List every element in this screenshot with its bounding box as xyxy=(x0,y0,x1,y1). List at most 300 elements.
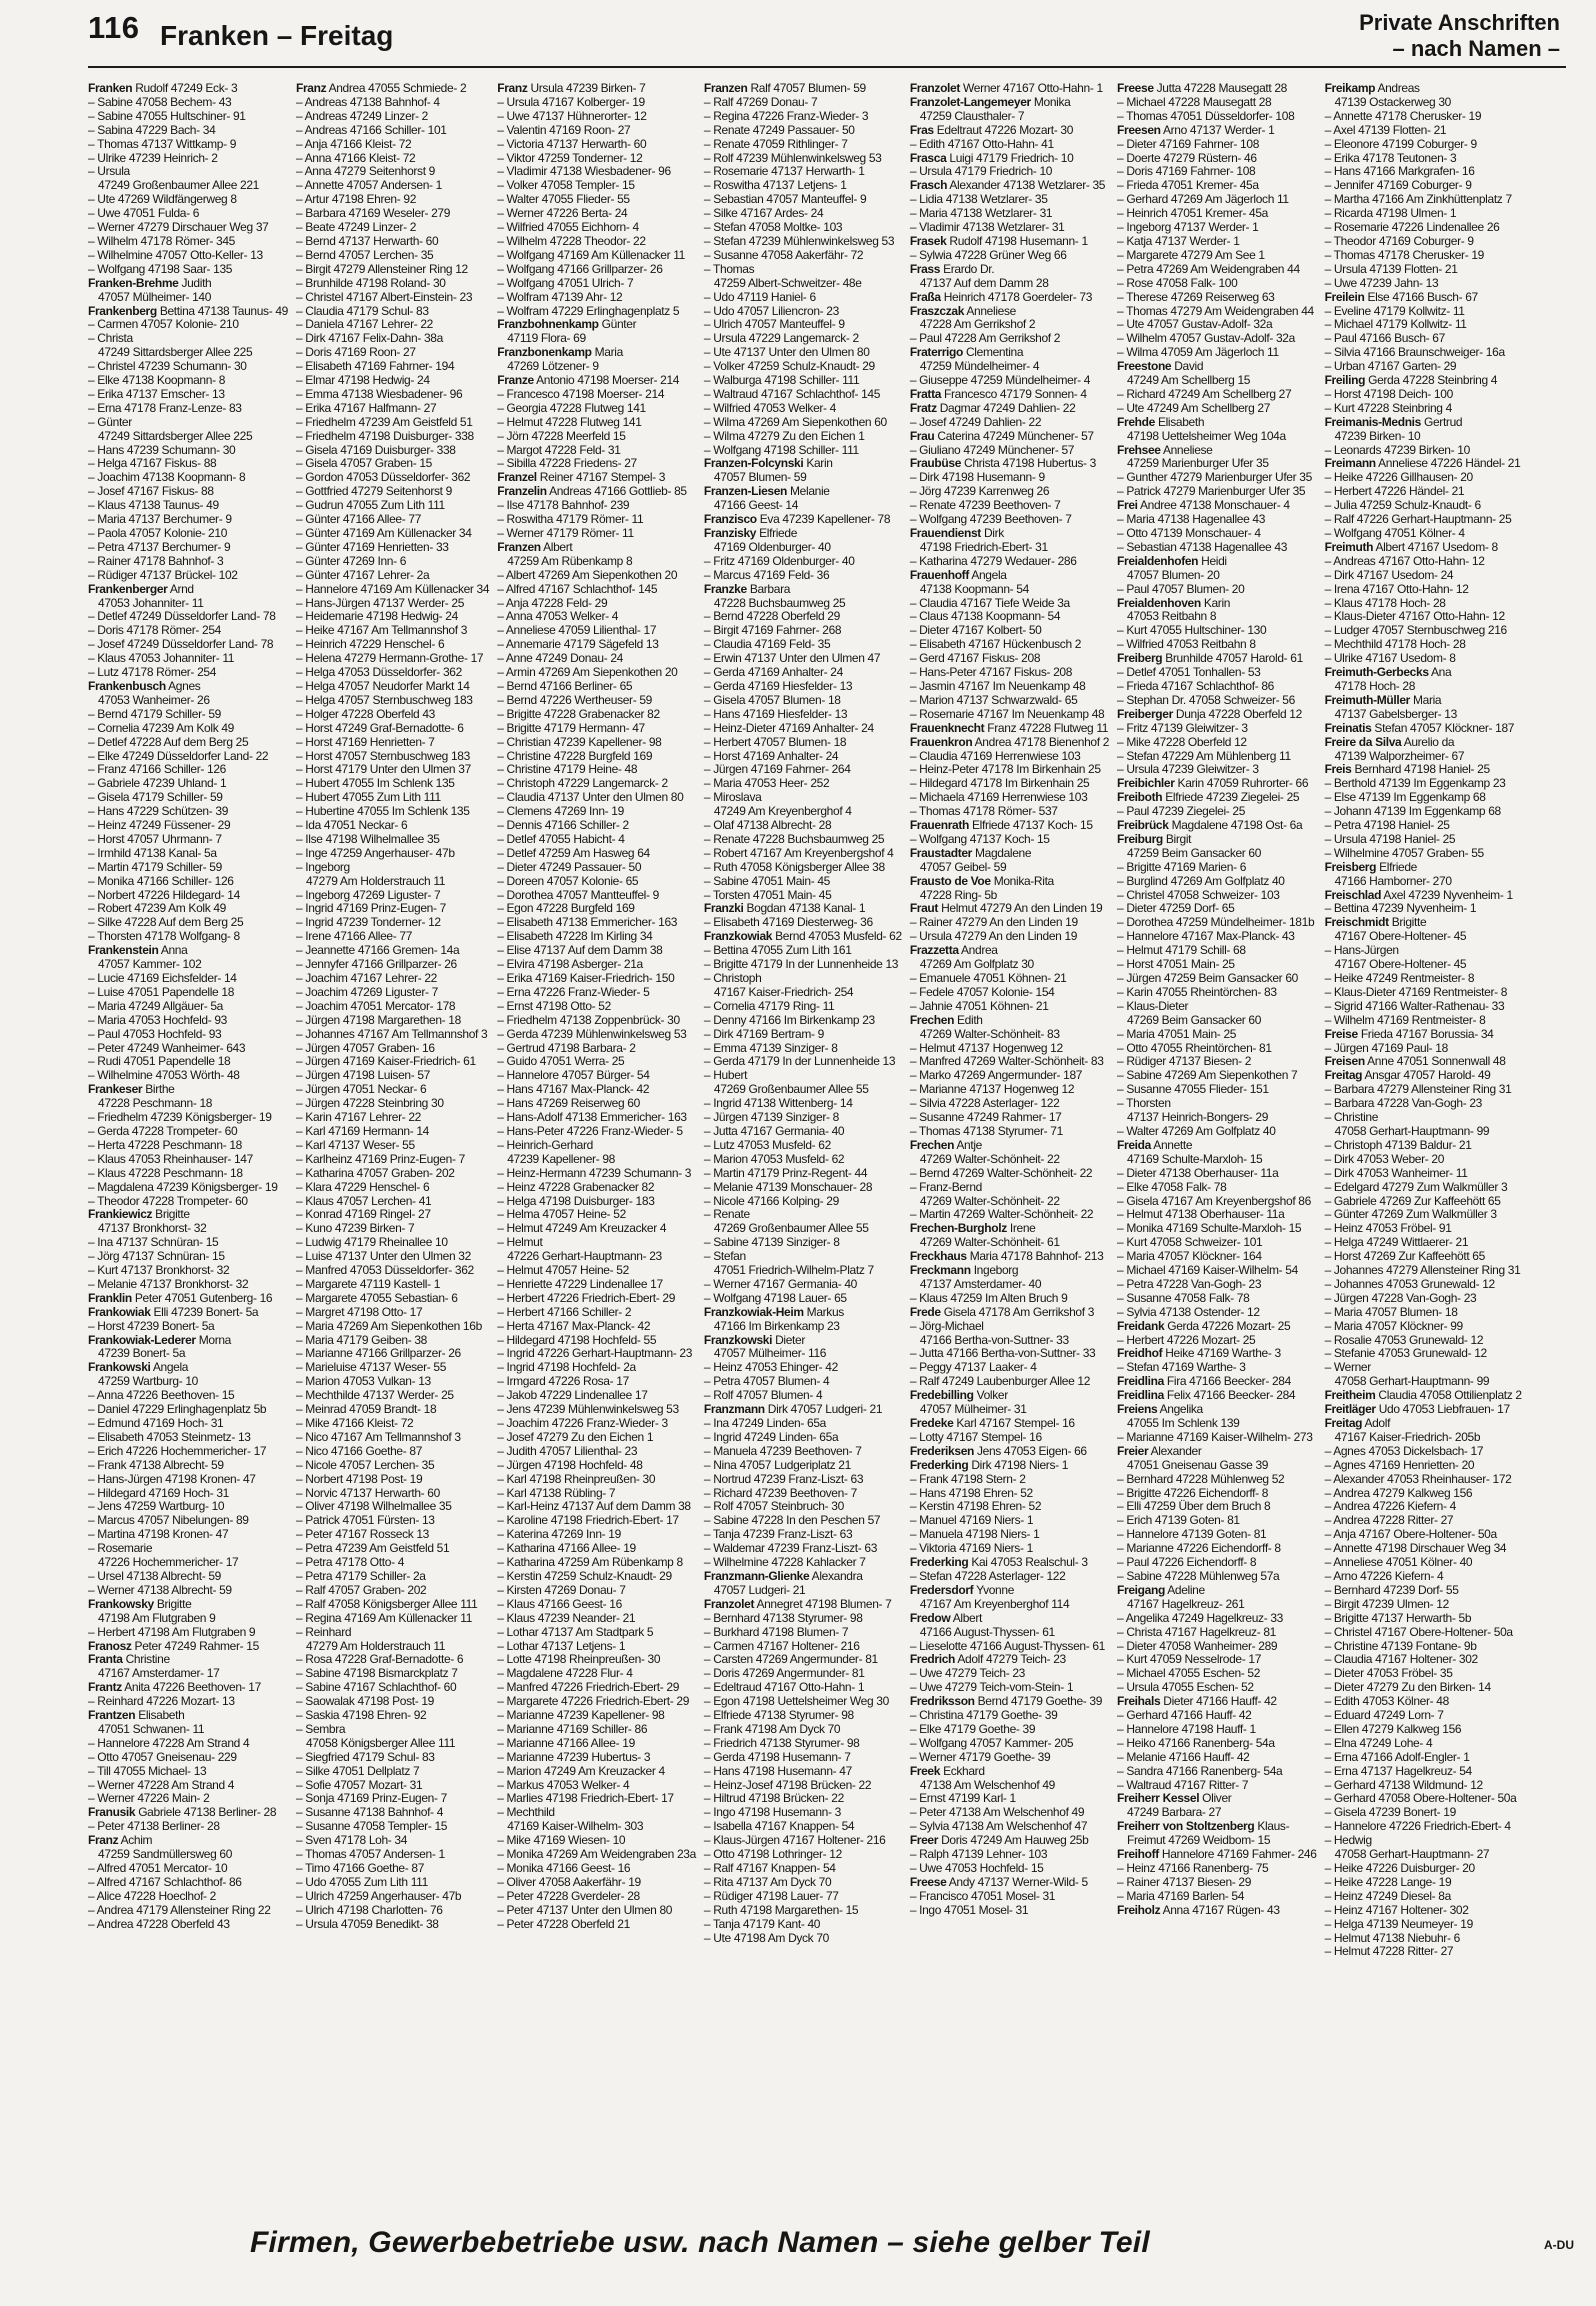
entry-details: – Ellen 47279 Kalkweg 156 xyxy=(1324,1721,1462,1736)
entry-details: – Ursula xyxy=(88,164,130,179)
directory-entry xyxy=(1117,513,1317,527)
entry-surname: Freiboth xyxy=(1117,790,1163,805)
directory-entry xyxy=(1117,165,1317,179)
directory-entry xyxy=(497,624,696,638)
entry-details: – Johannes 47279 Allensteiner Ring 31 xyxy=(1324,1263,1521,1278)
directory-entry xyxy=(296,402,489,416)
page-number: 116 xyxy=(88,10,140,45)
entry-surname: Fraßa xyxy=(909,289,941,304)
directory-entry xyxy=(497,444,696,458)
entry-details: – Petra 47228 Van-Gogh- 23 xyxy=(1117,1276,1262,1291)
entry-details: – Anna 47166 Kleist- 72 xyxy=(295,150,416,165)
entry-details: Elfriede xyxy=(1379,859,1417,874)
directory-entry xyxy=(88,1681,288,1695)
directory-entry xyxy=(497,1389,696,1403)
directory-column xyxy=(88,82,288,2214)
entry-details: – Alice 47228 Hoeclhof- 2 xyxy=(88,1888,217,1903)
entry-details: – Anne 47249 Donau- 24 xyxy=(497,651,623,666)
directory-entry xyxy=(296,750,489,764)
entry-surname: Frauenrath xyxy=(909,818,969,833)
directory-column xyxy=(910,82,1109,2214)
directory-entry xyxy=(88,1820,288,1834)
entry-details: – Doris 47178 Römer- 254 xyxy=(88,623,222,638)
entry-details: – Edith 47167 Otto-Hahn- 41 xyxy=(909,136,1054,151)
directory-entry xyxy=(910,1556,1109,1570)
entry-details: – Christel 47167 Albert-Einstein- 23 xyxy=(295,289,473,304)
directory-entry xyxy=(88,193,288,207)
directory-entry xyxy=(88,138,288,152)
entry-details: – Tanja 47179 Kant- 40 xyxy=(703,1916,821,1931)
entry-details: – Erich 47139 Goten- 81 xyxy=(1117,1513,1240,1528)
entry-details: – Heinrich 47051 Kremer- 45a xyxy=(1117,206,1268,221)
entry-details: – Sabine 47051 Main- 45 xyxy=(703,873,830,888)
entry-details: – Klaus 47239 Neander- 21 xyxy=(497,1610,636,1625)
entry-details: 47051 Gneisenau Gasse 39 xyxy=(1127,1457,1269,1472)
entry-details: Karin xyxy=(1203,595,1231,610)
entry-details: – Uwe 47279 Teich-vom-Stein- 1 xyxy=(909,1680,1074,1695)
directory-entry xyxy=(1117,1000,1317,1014)
directory-entry xyxy=(704,1292,902,1306)
directory-entry xyxy=(704,736,902,750)
directory-entry xyxy=(296,791,489,805)
directory-entry xyxy=(296,1014,489,1028)
entry-details: – Renate 47239 Beethoven- 7 xyxy=(909,498,1061,513)
entry-surname: Franzmann xyxy=(703,1402,765,1417)
directory-entry xyxy=(910,1792,1109,1806)
directory-entry xyxy=(497,416,696,430)
entry-details: – Hannelore 47139 Goten- 81 xyxy=(1117,1527,1267,1542)
directory-entry xyxy=(1117,1514,1317,1528)
entry-details: 47167 Kaiser-Friedrich- 254 xyxy=(713,984,854,999)
directory-entry xyxy=(910,402,1109,416)
entry-details: – Thomas 47279 Am Weidengraben 44 xyxy=(1117,303,1314,318)
entry-details: – Kurt 47137 Bronkhorst- 32 xyxy=(88,1263,230,1278)
directory-entry xyxy=(1117,666,1317,680)
entry-details: – Lieselotte 47166 August-Thyssen- 61 xyxy=(909,1638,1105,1653)
directory-entry xyxy=(910,1139,1109,1153)
entry-details: – Barbara 47228 Van-Gogh- 23 xyxy=(1324,1096,1482,1111)
directory-entry xyxy=(296,1653,489,1667)
entry-surname: Frass xyxy=(909,261,941,276)
directory-entry xyxy=(296,513,489,527)
directory-entry xyxy=(296,916,489,930)
entry-details: – Helmut 47228 Ritter- 27 xyxy=(1324,1944,1454,1959)
directory-entry xyxy=(497,638,696,652)
directory-entry xyxy=(910,1765,1109,1779)
entry-details: – Ulrike 47167 Usedom- 8 xyxy=(1324,651,1456,666)
entry-details: – Marianne 47166 Allee- 19 xyxy=(497,1735,635,1750)
entry-details: – Dorothea 47259 Mündelheimer- 181b xyxy=(1117,915,1315,930)
entry-details: – Karl 47169 Hermann- 14 xyxy=(295,1123,430,1138)
directory-entry xyxy=(1325,1598,1522,1612)
entry-details: – Marcus 47057 Nibelungen- 89 xyxy=(88,1513,249,1528)
directory-entry xyxy=(88,597,288,611)
directory-entry xyxy=(1117,1890,1317,1904)
entry-details: 47057 Geibel- 59 xyxy=(919,859,1007,874)
entry-details: – Franz 47166 Schiller- 126 xyxy=(88,762,226,777)
entry-details: – Maria 47057 Klöckner- 164 xyxy=(1117,1249,1262,1264)
entry-details: 47137 Auf dem Damm 28 xyxy=(919,275,1049,290)
directory-entry xyxy=(1117,499,1317,513)
entry-details: – Thomas 47178 Römer- 537 xyxy=(909,804,1058,819)
directory-entry xyxy=(910,1417,1109,1431)
entry-details: – Ida 47051 Neckar- 6 xyxy=(295,818,408,833)
directory-entry xyxy=(704,1208,902,1222)
directory-entry xyxy=(1117,346,1317,360)
directory-entry xyxy=(296,1250,489,1264)
entry-details: – Karl 47198 Rheinpreußen- 30 xyxy=(497,1471,656,1486)
directory-entry xyxy=(1117,930,1317,944)
entry-details: – Josef 47249 Dahlien- 22 xyxy=(909,414,1042,429)
entry-details: Bogdan 47138 Kanal- 1 xyxy=(746,901,866,916)
entry-details: – Sabine 47228 In den Peschen 57 xyxy=(703,1513,881,1528)
entry-details: – Brigitte 47137 Herwarth- 5b xyxy=(1324,1610,1472,1625)
entry-surname: Freire da Silva xyxy=(1324,734,1402,749)
entry-details: – Heiko 47166 Ranenberg- 54a xyxy=(1117,1735,1275,1750)
entry-details: Eckhard xyxy=(943,1763,985,1778)
directory-entry xyxy=(88,1542,288,1556)
directory-entry xyxy=(88,318,288,332)
entry-details: – Margarete 47055 Sebastian- 6 xyxy=(295,1290,458,1305)
directory-entry xyxy=(1117,652,1317,666)
directory-entry xyxy=(910,1500,1109,1514)
directory-entry xyxy=(296,138,489,152)
directory-entry xyxy=(497,1069,696,1083)
directory-entry xyxy=(88,1083,288,1097)
entry-details: Gerda 47228 Steinbring 4 xyxy=(1368,373,1498,388)
entry-details: – Günter 47169 Am Küllenacker 34 xyxy=(295,526,472,540)
entry-details: – Sylvia 47138 Am Welschenhof 47 xyxy=(909,1819,1088,1834)
directory-entry xyxy=(497,610,696,624)
entry-details: – Maria 47057 Klöckner- 99 xyxy=(1324,1318,1463,1333)
directory-entry xyxy=(704,1500,902,1514)
directory-entry xyxy=(497,1514,696,1528)
directory-entry xyxy=(296,875,489,889)
entry-details: – Peter 47137 Unter den Ulmen 80 xyxy=(497,1902,673,1917)
entry-details: – Detlef 47055 Habicht- 4 xyxy=(497,831,625,846)
directory-entry xyxy=(704,610,902,624)
directory-entry xyxy=(88,152,288,166)
entry-details: 47226 Gerhart-Hauptmann- 23 xyxy=(507,1249,662,1264)
entry-details: – Rüdiger 47137 Brückel- 102 xyxy=(88,567,238,582)
directory-entry xyxy=(497,1653,696,1667)
directory-entry xyxy=(910,1347,1109,1361)
entry-details: Reiner 47167 Stempel- 3 xyxy=(539,470,666,485)
directory-entry xyxy=(88,1584,288,1598)
entry-details: Anne 47051 Sonnenwall 48 xyxy=(1367,1054,1506,1069)
directory-entry xyxy=(910,889,1109,903)
directory-entry xyxy=(910,430,1109,444)
directory-entry xyxy=(497,291,696,305)
entry-details: – Heinz 47166 Ranenberg- 75 xyxy=(1117,1861,1269,1875)
entry-details: Adolf 47279 Teich- 23 xyxy=(957,1652,1066,1667)
entry-surname: Freiberger xyxy=(1117,706,1173,721)
entry-details: Andree 47138 Monschauer- 4 xyxy=(1139,498,1290,513)
directory-entry xyxy=(497,1834,696,1848)
entry-surname: Freiholz xyxy=(1117,1902,1161,1917)
directory-entry xyxy=(910,207,1109,221)
directory-entry xyxy=(1325,193,1522,207)
entry-details: Rudolf 47249 Eck- 3 xyxy=(135,81,238,95)
entry-details: Stefan 47057 Klöckner- 187 xyxy=(1374,720,1515,735)
directory-entry xyxy=(910,1514,1109,1528)
directory-entry xyxy=(704,1473,902,1487)
directory-entry xyxy=(704,1000,902,1014)
directory-entry xyxy=(704,179,902,193)
directory-entry xyxy=(704,374,902,388)
directory-entry xyxy=(1117,1403,1317,1417)
entry-details: – Ralf 47269 Donau- 7 xyxy=(703,94,818,109)
directory-entry xyxy=(1117,221,1317,235)
directory-entry xyxy=(1325,583,1522,597)
entry-details: – Rüdiger 47198 Lauer- 77 xyxy=(703,1888,839,1903)
directory-entry xyxy=(88,1848,288,1862)
directory-entry xyxy=(910,624,1109,638)
entry-details: – Dieter 47167 Kolbert- 50 xyxy=(909,623,1042,638)
entry-details: – Monika 47169 Schulte-Marxloh- 15 xyxy=(1117,1221,1302,1236)
directory-entry xyxy=(704,1820,902,1834)
directory-entry xyxy=(88,1667,288,1681)
entry-details: – Anna 47226 Beethoven- 15 xyxy=(88,1388,235,1403)
entry-details: – Elisabeth 47167 Hückenbusch 2 xyxy=(909,637,1082,652)
entry-details: – Sonja 47169 Prinz-Eugen- 7 xyxy=(295,1791,447,1806)
entry-details: 47259 Sandmüllersweg 60 xyxy=(98,1847,233,1862)
entry-details: – Christel 47167 Obere-Holtener- 50a xyxy=(1324,1624,1513,1639)
directory-entry xyxy=(1117,610,1317,624)
directory-entry xyxy=(1117,944,1317,958)
directory-entry xyxy=(497,1403,696,1417)
entry-surname: Frankowiak-Lederer xyxy=(88,1332,196,1347)
entry-details: – Annemarie 47179 Sägefeld 13 xyxy=(497,637,659,652)
directory-entry xyxy=(1325,82,1522,96)
entry-details: – Annette 47178 Cherusker- 19 xyxy=(1324,108,1482,123)
directory-entry xyxy=(1325,1361,1522,1375)
entry-details: – Patrick 47051 Fürsten- 13 xyxy=(295,1513,435,1528)
directory-entry xyxy=(88,374,288,388)
entry-details: – Christoph xyxy=(703,971,762,985)
directory-entry xyxy=(704,1264,902,1278)
directory-entry xyxy=(1325,930,1522,944)
entry-surname: Fraszczak xyxy=(909,303,965,318)
entry-details: – Giuseppe 47259 Mündelheimer- 4 xyxy=(909,373,1091,388)
entry-details: Elfriede xyxy=(759,526,798,540)
entry-details: – Helga 47167 Fiskus- 88 xyxy=(88,456,217,471)
directory-entry xyxy=(910,930,1109,944)
entry-details: – Jürgen 47228 Steinbring 30 xyxy=(295,1096,444,1111)
directory-entry xyxy=(1325,1904,1522,1918)
entry-details: – Kerstin 47198 Ehren- 52 xyxy=(909,1499,1042,1514)
entry-details: Angelika xyxy=(1159,1402,1203,1417)
entry-details: – Wilhelmine 47053 Wörth- 48 xyxy=(88,1068,240,1083)
entry-details: – Wolfgang 47137 Koch- 15 xyxy=(909,831,1050,846)
directory-entry xyxy=(704,1389,902,1403)
directory-entry xyxy=(704,694,902,708)
entry-details: – Heidemarie 47198 Hedwig- 24 xyxy=(295,609,458,624)
entry-surname: Freibrück xyxy=(1117,818,1169,833)
entry-details: Anneliese 47226 Händel- 21 xyxy=(1378,456,1521,471)
entry-details: – Ursula 47055 Eschen- 52 xyxy=(1117,1680,1254,1695)
directory-entry xyxy=(1325,444,1522,458)
entry-details: – Marcus 47169 Feld- 36 xyxy=(703,567,830,582)
directory-entry xyxy=(1325,958,1522,972)
directory-column xyxy=(1325,82,1522,2214)
entry-surname: Franzel xyxy=(497,470,537,485)
directory-entry xyxy=(88,1139,288,1153)
directory-entry xyxy=(497,1195,696,1209)
entry-details: – Daniel 47229 Erlinghagenplatz 5b xyxy=(88,1402,267,1417)
entry-details: Maria xyxy=(594,345,623,360)
entry-surname: Frazzetta xyxy=(909,943,959,958)
entry-details: – Alfred 47167 Schlachthof- 145 xyxy=(497,581,658,596)
directory-entry xyxy=(1117,1653,1317,1667)
entry-surname: Freckhaus xyxy=(909,1249,967,1264)
entry-details: Elli 47239 Bonert- 5a xyxy=(153,1304,259,1319)
directory-entry xyxy=(1325,1640,1522,1654)
entry-details: – Emma 47139 Sinziger- 8 xyxy=(703,1040,838,1055)
entry-details: 47167 Am Kreyenberghof 114 xyxy=(919,1596,1070,1611)
entry-details: 47057 Mülheimer- 116 xyxy=(713,1346,827,1361)
directory-entry xyxy=(910,1570,1109,1584)
entry-details: – Guido 47051 Werra- 25 xyxy=(497,1054,625,1069)
entry-details: – Maria 47249 Allgäuer- 5a xyxy=(88,998,223,1013)
directory-entry xyxy=(910,680,1109,694)
directory-entry xyxy=(1325,819,1522,833)
directory-entry xyxy=(1117,1542,1317,1556)
entry-details: – Josef 47279 Zu den Eichen 1 xyxy=(497,1429,654,1444)
directory-entry xyxy=(296,1834,489,1848)
entry-details: – Ina 47249 Linden- 65a xyxy=(703,1416,826,1430)
entry-details: – Helmut 47138 Niebuhr- 6 xyxy=(1324,1930,1460,1945)
entry-details: – Frank 47138 Albrecht- 59 xyxy=(88,1457,224,1472)
entry-surname: Frechen-Burgholz xyxy=(909,1221,1007,1236)
directory-entry xyxy=(1325,652,1522,666)
directory-entry xyxy=(910,374,1109,388)
directory-entry xyxy=(1117,82,1317,96)
directory-entry xyxy=(1325,889,1522,903)
entry-details: 47053 Wanheimer- 26 xyxy=(98,692,210,707)
entry-details: – Horst 47179 Unter den Ulmen 37 xyxy=(295,762,471,777)
entry-details: 47057 Ludgeri- 21 xyxy=(713,1582,806,1597)
entry-details: – Paul 47057 Blumen- 20 xyxy=(1117,581,1245,596)
directory-entry xyxy=(296,1028,489,1042)
directory-entry xyxy=(1117,471,1317,485)
directory-entry xyxy=(910,652,1109,666)
directory-entry xyxy=(1325,1765,1522,1779)
entry-surname: Franzbonenkamp xyxy=(497,345,592,360)
directory-entry xyxy=(704,471,902,485)
directory-entry xyxy=(1325,1403,1522,1417)
directory-entry xyxy=(1325,1139,1522,1153)
directory-entry xyxy=(704,986,902,1000)
entry-details: Maria xyxy=(1412,692,1442,707)
entry-details: 47259 Wartburg- 10 xyxy=(98,1374,198,1389)
entry-details: – Helga 47198 Duisburger- 183 xyxy=(497,1193,655,1208)
directory-entry xyxy=(704,499,902,513)
entry-details: – Helga 47057 Neudorfer Markt 14 xyxy=(295,678,470,693)
directory-entry xyxy=(1325,763,1522,777)
directory-entry xyxy=(910,152,1109,166)
entry-details: – Berthold 47139 Im Eggenkamp 23 xyxy=(1324,776,1506,791)
entry-surname: Franz xyxy=(295,81,327,95)
directory-entry xyxy=(88,1904,288,1918)
entry-details: – Kerstin 47259 Schulz-Knaudt- 29 xyxy=(497,1568,672,1583)
entry-details: Edith xyxy=(957,1012,983,1027)
entry-details: – Jakob 47229 Lindenallee 17 xyxy=(497,1388,648,1403)
entry-details: – Ingeborg xyxy=(295,859,350,874)
entry-details: – Johannes 47167 Am Tellmannshof 3 xyxy=(295,1026,488,1041)
directory-entry xyxy=(88,777,288,791)
directory-entry xyxy=(1325,1542,1522,1556)
entry-details: 47249 Sittardsberger Allee 225 xyxy=(98,428,253,443)
directory-entry xyxy=(296,1570,489,1584)
entry-details: – Hubert 47055 Zum Lith 111 xyxy=(295,790,441,805)
entry-details: – Giuliano 47249 Münchener- 57 xyxy=(909,442,1075,457)
directory-entry xyxy=(704,360,902,374)
entry-details: – Gisela 47169 Duisburger- 338 xyxy=(295,442,456,457)
entry-details: – Meinrad 47059 Brandt- 18 xyxy=(295,1402,437,1417)
entry-details: – Klara 47229 Henschel- 6 xyxy=(295,1179,430,1194)
entry-details: Kai 47053 Realschul- 3 xyxy=(971,1555,1088,1570)
directory-entry xyxy=(704,444,902,458)
entry-details: – Peter 47167 Rosseck 13 xyxy=(295,1527,430,1542)
entry-details: – Nicole 47057 Lerchen- 35 xyxy=(295,1457,435,1472)
entry-surname: Fratz xyxy=(909,400,937,415)
entry-details: – Dirk 47198 Husemann- 9 xyxy=(909,470,1045,485)
entry-details: – Ingrid 47169 Prinz-Eugen- 7 xyxy=(295,901,446,916)
directory-entry xyxy=(88,972,288,986)
directory-entry xyxy=(1325,986,1522,1000)
directory-entry xyxy=(1325,1292,1522,1306)
directory-entry xyxy=(1325,694,1522,708)
entry-details: – Werner 47179 Römer- 11 xyxy=(497,526,634,540)
entry-details: Angela xyxy=(971,567,1007,582)
directory-entry xyxy=(88,457,288,471)
directory-entry xyxy=(1117,1570,1317,1584)
entry-details: – Frank 47198 Stern- 2 xyxy=(909,1471,1026,1486)
entry-surname: Freesen xyxy=(1117,122,1161,137)
directory-entry xyxy=(88,1445,288,1459)
entry-details: 47198 Friedrich-Ebert- 31 xyxy=(919,539,1048,554)
entry-details: – Herbert 47198 Am Flutgraben 9 xyxy=(88,1624,256,1639)
directory-entry xyxy=(296,541,489,555)
directory-entry xyxy=(1117,1083,1317,1097)
directory-entry xyxy=(296,902,489,916)
directory-entry xyxy=(296,666,489,680)
directory-entry xyxy=(1325,1834,1522,1848)
entry-details: Dieter xyxy=(775,1332,806,1347)
entry-details: – Andreas 47167 Otto-Hahn- 12 xyxy=(1324,553,1485,568)
directory-entry xyxy=(88,1556,288,1570)
entry-details: Andy 47137 Werner-Wild- 5 xyxy=(948,1874,1088,1889)
entry-details: – Joachim 47051 Mercator- 178 xyxy=(295,998,456,1013)
entry-details: – Dieter 47169 Fahrner- 108 xyxy=(1117,136,1260,151)
entry-details: – Ute 47057 Gustav-Adolf- 32a xyxy=(1117,317,1273,332)
entry-surname: Franusik xyxy=(88,1805,136,1820)
entry-details: – Agnes 47169 Henrietten- 20 xyxy=(1324,1457,1475,1472)
entry-surname: Freese xyxy=(1117,81,1154,95)
entry-details: – Wilfried 47053 Reitbahn 8 xyxy=(1117,637,1256,652)
entry-details: – Ursel 47138 Albrecht- 59 xyxy=(88,1568,221,1583)
directory-entry xyxy=(296,1904,489,1918)
directory-entry xyxy=(296,193,489,207)
entry-details: – Waltraud 47167 Schlachthof- 145 xyxy=(703,386,881,401)
entry-details: 47167 Kaiser-Friedrich- 205b xyxy=(1334,1429,1481,1444)
entry-details: Volker xyxy=(976,1388,1008,1403)
directory-entry xyxy=(296,652,489,666)
entry-details: – Horst 47269 Zur Kaffeehött 65 xyxy=(1324,1249,1485,1264)
entry-details: 47269 Walter-Schönheit- 61 xyxy=(919,1235,1060,1250)
directory-entry xyxy=(704,1195,902,1209)
